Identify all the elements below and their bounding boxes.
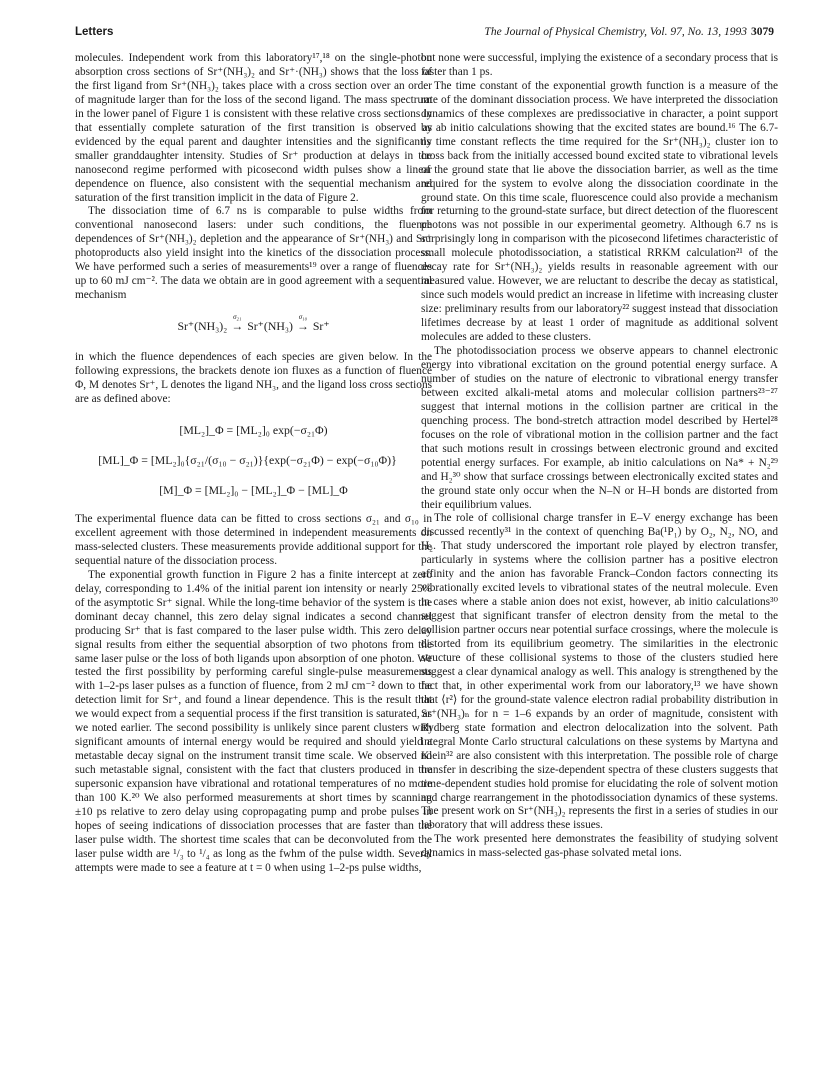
equation-ml2: [ML₂]_Φ = [ML₂]₀ exp(−σ₂₁Φ) xyxy=(179,422,328,437)
equation-ml: [ML]_Φ = [ML₂]₀{σ₂₁/(σ₁₀ − σ₂₁)}{exp(−σ₂₁Φ) − exp(−σ₁₀Φ)} xyxy=(98,452,397,467)
paragraph-right-3: The photodissociation process we observe appears to channel electronic energy into vibrational excitation on the ground potential energy surface. A number of studies on the nature of electronic to vibrational energy transfer between excited alkali-metal atoms and molecular collision partners²³⁻²⁷ suggest that internal motions in the collision partner are critical in the quenching process. The bond-stretch attraction model described by Hertel²⁸ focuses on the role of vibrational motion in the collision partner and the fact that such motions result in crossings between electronic ground and excited potential energy surfaces. For example, ab initio calculations on Na* + N₂²⁹ and H₂³⁰ show that surface crossings between electronically excited states and the ground state only occur when the N–N or H–H bonds are distorted from their equilibrium values. xyxy=(421,345,778,511)
scheme-arrow-1: σ₂₁ → xyxy=(230,319,244,333)
section-label: Letters xyxy=(75,26,114,38)
journal-name: The Journal of Physical Chemistry, Vol. 97, No. 13, 1993 xyxy=(484,26,747,38)
scheme-product: Sr⁺ xyxy=(312,319,330,334)
paragraph-right-2: The time constant of the exponential growth function is a measure of the rate of the dominant dissociation process. We have interpreted the dissociation dynamics of these complexes are predissociative in character, a point support by ab initio calculations showing that the excited states are bound.¹⁶ The 6.7-ns time constant reflects the time required for the Sr⁺(NH₃)₂ cluster ion to cross back from the initially accessed bound excited state to vibrational levels of the ground state that lie above the dissociation barrier, as well as the time required for the system to evolve along the dissociation coordinate in the ground state. On this time scale, fluorescence could also provide a mechanism for returning to the ground-state surface, but direct detection of the fluorescent photons was not possible in our experimental geometry. Although 6.7 ns is surprisingly long in comparison with the picosecond lifetimes characteristic of small molecule photodissociation, a statistical RRKM calculation²¹ of the decay rate for Sr⁺(NH₃)₂ yields results in reasonable agreement with our measured value. However, we are reluctant to describe the decay as statistical, since such models would predict an increase in lifetime with increasing cluster size: preliminary results from our laboratory²² suggest instead that dissociation lifetimes decrease by at least 1 order of magnitude as additional solvent molecules are added to these clusters. xyxy=(421,79,778,344)
scheme-arrow-2: σ₁₀ → xyxy=(296,319,310,333)
running-header xyxy=(0,26,820,44)
paragraph-left-1: molecules. Independent work from this laboratory¹⁷,¹⁸ on the single-photon absorption cross sections of Sr⁺(NH₃)₂ and Sr⁺·(NH₃) shows that the loss of the first ligand from Sr⁺(NH₃)₂ takes place with a cross section over an order of magnitude larger than for the loss of the second ligand. The mass spectrum in the lower panel of Figure 1 is consistent with these relative cross sections in that essentially complete saturation of the first transition is observed as evidenced by the equal parent and daughter intensities and the significantly smaller granddaughter intensity. Studies of Sr⁺ production at delays in the nanosecond regime performed with picosecond width pulses show a linear dependence on fluence, also consistent with the sequential mechanism and saturation of the first transition implicit in the data of Figure 2. xyxy=(75,52,432,204)
paragraph-right-1: but none were successful, implying the existence of a secondary process that is faster than 1 ps. xyxy=(421,52,778,78)
paragraph-left-2: The dissociation time of 6.7 ns is comparable to pulse widths from conventional nanosecond lasers: under such conditions, the fluence dependences of Sr⁺(NH₃)₂ depletion and the appearance of Sr⁺(NH₃) and Sr⁺ photoproducts also yield insight into the kinetics of the dissociation process. We have performed such a series of measurements¹⁹ over a range of fluences up to 60 mJ cm⁻². The data we obtain are in good agreement with a sequential mechanism xyxy=(75,205,432,302)
paragraph-right-4: The role of collisional charge transfer in E–V energy exchange has been discussed recently³¹ in the context of quenching Ba(¹P₁) by O₂, N₂, NO, and H₂. That study underscored the important role played by electron transfer, particularly in systems where the collision partner has a positive electron affinity and the anion has favorable Franck–Condon factors connecting its vibrationally excited levels to vibrational states of the neutral molecule. Even in cases where a stable anion does not exist, however, ab initio calculations³⁰ suggest that significant transfer of electron density from the metal to the collision partner occurs near potential surface crossings, where the molecule is distorted from its equilibrium geometry. The similarities in the electronic structure of these collisional systems to those of the clusters studied here suggest a clear dynamical analogy as well. This analogy is strengthened by the fact that, in other experimental work from our laboratory,¹³ we have shown that ⟨r²⟩ for the ground-state valence electron radial probability distribution in Sr⁺(NH₃)ₙ for n = 1–6 expands by an order of magnitude, consistent with Rydberg state formation and electron delocalization into the solvent. Path integral Monte Carlo structural calculations on these systems by Martyna and Klein³² are also consistent with this interpretation. The possible role of charge transfer in describing the size-dependent spectra of these clusters suggests that time-dependent studies hold promise for elucidating the role of solvent motion and charge rearrangement in the photodissociation dynamics of these systems. The present work on Sr⁺(NH₃)₂ represents the first in a series of studies in our laboratory that will address these issues. xyxy=(421,512,778,832)
scheme-arrow-2-label: σ₁₀ xyxy=(298,313,308,322)
paragraph-left-4: The experimental fluence data can be fitted to cross sections σ₂₁ and σ₁₀ in excellent agreement with those determined in independent measurements on mass-selected clusters. These measurements provide additional support for the sequential nature of the dissociation process. xyxy=(75,512,432,567)
right-column xyxy=(421,52,778,861)
paragraph-left-3: in which the fluence dependences of each species are given below. In the following expressions, the brackets denote ion fluxes as a function of fluence Φ, M denotes Sr⁺, L denotes the ligand NH₃, and the ligand loss cross sections are as defined above: xyxy=(75,351,432,406)
equation-m: [M]_Φ = [ML₂]₀ − [ML₂]_Φ − [ML]_Φ xyxy=(159,482,348,497)
left-column xyxy=(75,52,432,876)
equation-scheme xyxy=(75,313,432,334)
scheme-intermediate: Sr⁺(NH₃) xyxy=(247,319,293,334)
page-number: 3079 xyxy=(751,26,774,38)
paragraph-left-5: The exponential growth function in Figure 2 has a finite intercept at zero delay, corresponding to 1.4% of the initial parent ion intensity or nearly 25% of the asymptotic Sr⁺ signal. While the long-time behavior of the system is the dominant decay channel, this zero delay signal indicates a second channel producing Sr⁺ that is fast compared to the laser pulse width. This zero delay signal results from either the sequential absorption of two photons from the same laser pulse or the loss of both ligands upon absorption of one photon. We tested the first possibility by performing careful single-pulse measurements with 1–2-ps laser pulses as a function of fluence, from 2 mJ cm⁻² down to the detection limit for Sr⁺, and found a linear dependence. This is the result that we would expect from a sequential process if the first transition is saturated, as we noted earlier. The second possibility is unlikely since parent clusters with significant amounts of internal energy would be required and should yield a metastable decay signal on the instrument transit time scale. We observed no such metastable signal, consistent with the fact that clusters produced in the supersonic expansion have vibrational and rotational temperatures of no more than 100 K.²⁰ We also performed measurements at short times by scanning ±10 ps relative to zero delay using copropagating pump and probe pulses in hopes of seeing indications of dissociation processes that are faster than the laser pulse width. The shortest time scales that can be deconvoluted from the laser pulse width are ¹/₃ to ¹/₄ as long as the fwhm of the pulse width. Several attempts were made to see a feature at t = 0 when using 1–2-ps pulse widths, xyxy=(75,568,432,874)
scheme-reactant: Sr⁺(NH₃)₂ xyxy=(177,319,228,334)
journal-citation xyxy=(484,26,774,38)
paragraph-right-5: The work presented here demonstrates the feasibility of studying solvent dynamics in mass-selected gas-phase solvated metal ions. xyxy=(421,833,778,860)
scheme-arrow-1-label: σ₂₁ xyxy=(233,313,242,322)
